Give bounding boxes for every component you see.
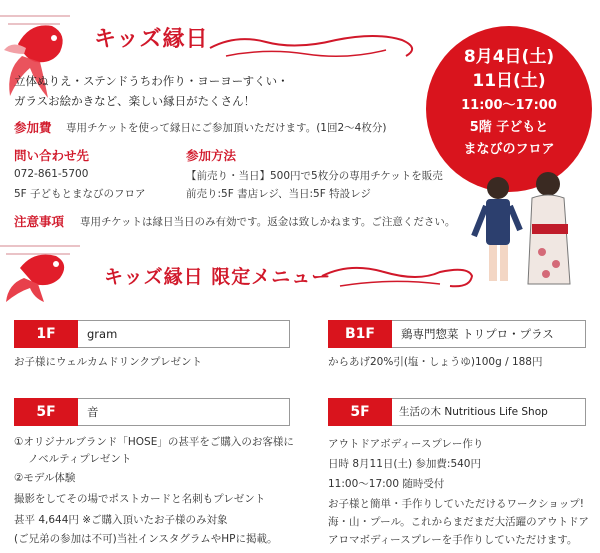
- wave-divider: [320, 254, 480, 294]
- shop-line: ②モデル体験: [14, 472, 76, 484]
- floor: 5階 子どもと: [469, 120, 549, 135]
- floor-tag: B1F: [328, 320, 392, 348]
- shop-line: 海・山・プール。これからまだまだ大活躍のアウトドア: [328, 516, 589, 528]
- contact-place: 5F 子どもとまなびのフロア: [14, 188, 146, 200]
- shop-line: アロマボディースプレーを手作りしていただけます。: [328, 534, 578, 546]
- shop-line: 日時 8月11日(土) 参加費:540円: [328, 458, 481, 470]
- date-1: 8月4日(土): [463, 47, 555, 67]
- goldfish-icon: [0, 232, 90, 304]
- contact-label: 問い合わせ先: [14, 148, 90, 163]
- date-2: 11日(土): [472, 71, 546, 91]
- contact-phone: 072-861-5700: [14, 168, 89, 180]
- shop-header: [14, 320, 290, 348]
- shop-line: お子様と簡単・手作りしていただけるワークショップ!: [328, 498, 584, 510]
- shop-line: ①オリジナルブランド「HOSE」の甚平をご購入のお客様に: [14, 436, 294, 448]
- fee-label: 参加費: [14, 120, 52, 135]
- floor-tag: 5F: [14, 398, 78, 426]
- shop-line: ノベルティプレゼント: [28, 453, 132, 465]
- shop-header: [328, 320, 586, 348]
- intro-line: 立体ぬりえ・ステンドうちわ作り・ヨーヨーすくい・: [14, 74, 289, 88]
- method-line: 前売り:5F 書店レジ、当日:5F 特設レジ: [186, 188, 371, 200]
- shop-line: アウトドアボディースプレー作り: [328, 438, 484, 450]
- method-line: 【前売り・当日】500円で5枚分の専用チケットを販売: [186, 170, 443, 182]
- fee-text: 専用チケットを使って縁日にご参加頂いただけます。(1回2～4枚分): [66, 122, 387, 134]
- time: 11:00～17:00: [461, 98, 557, 113]
- shop-name: 音: [87, 405, 99, 419]
- notice-label: 注意事項: [14, 214, 65, 229]
- floor-tag: 5F: [328, 398, 392, 426]
- intro-line: ガラスお絵かきなど、楽しい縁日がたくさん！: [14, 94, 256, 108]
- shop-name: gram: [87, 327, 118, 341]
- event-title: キッズ縁日: [94, 27, 209, 52]
- method-label: 参加方法: [186, 148, 237, 163]
- shop-line: 11:00～17:00 随時受付: [328, 478, 445, 490]
- shop-name: 鶏専門惣菜 トリプロ・プラス: [401, 327, 554, 341]
- shop-name: 生活の木 Nutritious Life Shop: [399, 406, 548, 418]
- wave-divider: [206, 26, 426, 62]
- shop-header: [328, 398, 586, 426]
- notice-text: 専用チケットは縁日当日のみ有効です。返金は致しかねます。ご注意ください。: [80, 216, 456, 228]
- shop-line: 撮影をしてその場でポストカードと名刺もプレゼント: [14, 493, 266, 505]
- floor-tag: 1F: [14, 320, 78, 348]
- menu-title: キッズ縁日 限定メニュー: [104, 266, 332, 288]
- shop-line: 甚平 4,644円 ※ご購入頂いたお子様のみ対象: [14, 514, 228, 526]
- shop-line: からあげ20%引(塩・しょうゆ)100g / 188円: [328, 356, 543, 368]
- shop-line: お子様にウェルカムドリンクプレゼント: [14, 356, 202, 368]
- shop-line: (ご兄弟の参加は不可)当社インスタグラムやHPに掲載。: [14, 533, 278, 545]
- floor-2: まなびのフロア: [463, 142, 555, 157]
- shop-header: [14, 398, 290, 426]
